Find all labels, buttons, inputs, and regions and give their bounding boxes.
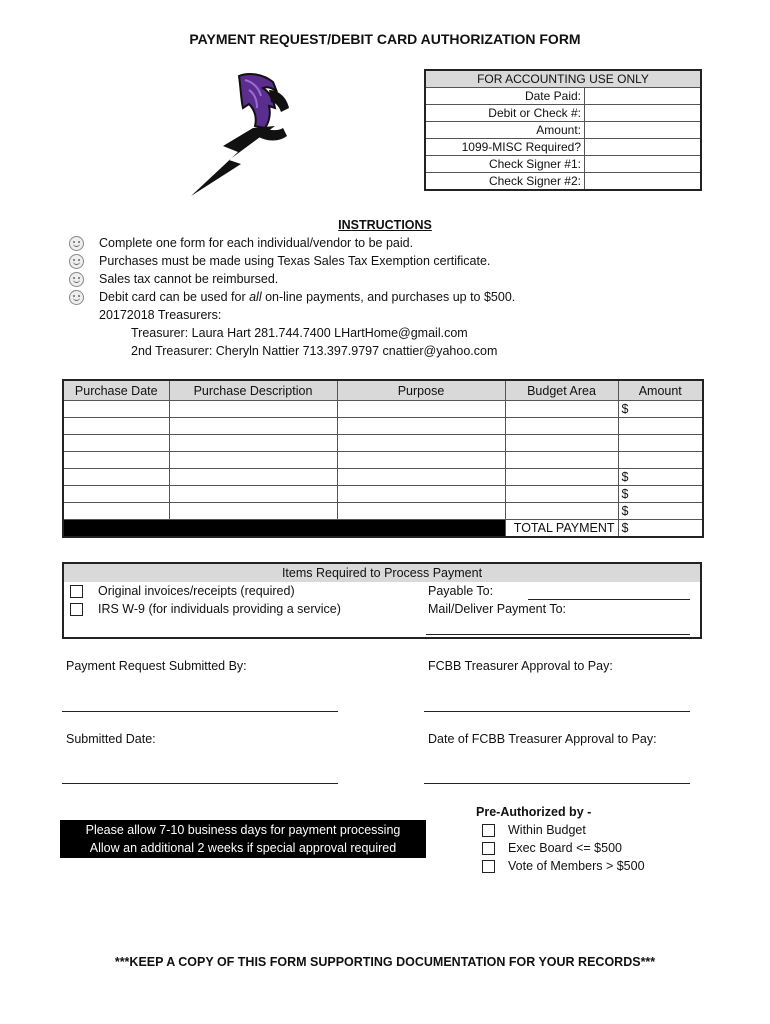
cell[interactable] [505, 401, 618, 418]
treasurers-heading: 20172018 Treasurers: [99, 308, 222, 322]
amount-cell[interactable]: $ [618, 401, 703, 418]
col-purchase-date: Purchase Date [63, 380, 169, 401]
amount-cell[interactable]: $ [618, 469, 703, 486]
cell[interactable] [169, 418, 337, 435]
treasurer-2: 2nd Treasurer: Cheryln Nattier 713.397.9797 cnattier@yahoo.com [131, 344, 498, 358]
amount-field[interactable] [585, 122, 702, 139]
col-budget-area: Budget Area [505, 380, 618, 401]
form-title: PAYMENT REQUEST/DEBIT CARD AUTHORIZATION FORM [189, 31, 581, 47]
signer1-field[interactable] [585, 156, 702, 173]
cell[interactable] [505, 452, 618, 469]
cell[interactable] [505, 503, 618, 520]
treasurer-1: Treasurer: Laura Hart 281.744.7400 LHartHome@gmail.com [131, 326, 468, 340]
date-paid-label: Date Paid: [425, 88, 585, 105]
table-row [63, 469, 703, 486]
amount-cell[interactable]: $ [618, 503, 703, 520]
cell[interactable] [337, 401, 505, 418]
cell[interactable] [169, 401, 337, 418]
amount-cell[interactable] [618, 418, 703, 435]
within-budget-label: Within Budget [508, 823, 586, 837]
misc-1099-label: 1099-MISC Required? [425, 139, 585, 156]
instruction-text: Purchases must be made using Texas Sales Tax Exemption certificate. [99, 254, 491, 268]
table-row [63, 486, 703, 503]
table-row [63, 418, 703, 435]
instruction-text: on-line payments, and purchases up to $500. [261, 290, 516, 304]
cell[interactable] [505, 418, 618, 435]
notice-line-2: Allow an additional 2 weeks if special approval required [89, 841, 397, 855]
horse-head [269, 90, 289, 112]
w9-checkbox[interactable] [70, 603, 83, 616]
item-row [64, 600, 700, 618]
debit-check-label: Debit or Check #: [425, 105, 585, 122]
instructions-list [66, 234, 746, 360]
preauth-option [476, 857, 716, 875]
amount-label: Amount: [425, 122, 585, 139]
col-amount: Amount [618, 380, 703, 401]
cell[interactable] [505, 435, 618, 452]
debit-check-field[interactable] [585, 105, 702, 122]
cell[interactable] [63, 486, 169, 503]
cell[interactable] [63, 435, 169, 452]
cell[interactable] [337, 486, 505, 503]
vote-members-checkbox[interactable] [482, 860, 495, 873]
items-required-header: Items Required to Process Payment [64, 564, 700, 582]
processing-notice [60, 820, 426, 858]
amount-cell[interactable]: $ [618, 486, 703, 503]
amount-cell[interactable] [618, 452, 703, 469]
mail-to-label: Mail/Deliver Payment To: [428, 602, 567, 616]
purchase-table [62, 379, 704, 538]
table-row [63, 503, 703, 520]
mail-to-line[interactable] [426, 634, 690, 635]
cell[interactable] [63, 469, 169, 486]
vote-members-label: Vote of Members > $500 [508, 859, 645, 873]
mustang-logo [183, 68, 303, 198]
cell[interactable] [337, 503, 505, 520]
total-amount[interactable]: $ [618, 520, 703, 538]
instruction-item [66, 288, 746, 306]
instructions-title: INSTRUCTIONS [338, 218, 432, 232]
submitted-by-line[interactable] [62, 711, 338, 712]
preauth-option [476, 821, 716, 839]
total-fill [63, 520, 505, 538]
cell[interactable] [169, 486, 337, 503]
approval-date-label: Date of FCBB Treasurer Approval to Pay: [428, 732, 657, 746]
smiley-icon [69, 272, 84, 287]
invoice-label: Original invoices/receipts (required) [98, 584, 295, 598]
cell[interactable] [169, 503, 337, 520]
cell[interactable] [337, 469, 505, 486]
cell[interactable] [63, 503, 169, 520]
instruction-item [66, 270, 746, 288]
signer2-field[interactable] [585, 173, 702, 191]
cell[interactable] [337, 452, 505, 469]
submitted-by-label: Payment Request Submitted By: [66, 659, 247, 673]
exec-board-checkbox[interactable] [482, 842, 495, 855]
preauth-option [476, 839, 716, 857]
date-paid-field[interactable] [585, 88, 702, 105]
cell[interactable] [63, 401, 169, 418]
notice-line-1: Please allow 7-10 business days for payment processing [85, 823, 401, 837]
instruction-text: Debit card can be used for [99, 290, 250, 304]
payable-to-label: Payable To: [428, 584, 494, 598]
total-row [63, 520, 703, 538]
total-label: TOTAL PAYMENT [505, 520, 618, 538]
cell[interactable] [63, 418, 169, 435]
cell[interactable] [63, 452, 169, 469]
instruction-item [66, 252, 746, 270]
cell[interactable] [169, 435, 337, 452]
col-purchase-description: Purchase Description [169, 380, 337, 401]
smiley-icon [69, 254, 84, 269]
preauthorized-section [476, 803, 716, 875]
cell[interactable] [337, 435, 505, 452]
table-row [63, 435, 703, 452]
within-budget-checkbox[interactable] [482, 824, 495, 837]
submitted-date-line[interactable] [62, 783, 338, 784]
submitted-date-label: Submitted Date: [66, 732, 156, 746]
approval-date-line[interactable] [424, 783, 690, 784]
preauth-title: Pre-Authorized by - [476, 805, 592, 819]
instruction-item [66, 234, 746, 252]
accounting-use-table [424, 69, 702, 191]
smiley-icon [69, 236, 84, 251]
col-purpose: Purpose [337, 380, 505, 401]
invoice-checkbox[interactable] [70, 585, 83, 598]
approval-line[interactable] [424, 711, 690, 712]
accounting-header: FOR ACCOUNTING USE ONLY [425, 70, 701, 88]
smiley-icon [69, 290, 84, 305]
item-row [64, 582, 700, 600]
cell[interactable] [169, 452, 337, 469]
table-row [63, 452, 703, 469]
footer-note: ***KEEP A COPY OF THIS FORM SUPPORTING DOCUMENTATION FOR YOUR RECORDS*** [114, 955, 656, 969]
cell[interactable] [505, 469, 618, 486]
signer1-label: Check Signer #1: [425, 156, 585, 173]
misc-1099-field[interactable] [585, 139, 702, 156]
approval-label: FCBB Treasurer Approval to Pay: [428, 659, 613, 673]
cell[interactable] [169, 469, 337, 486]
table-row [63, 401, 703, 418]
w9-label: IRS W-9 (for individuals providing a service) [98, 602, 341, 616]
instruction-text: Sales tax cannot be reimbursed. [99, 272, 279, 286]
signer2-label: Check Signer #2: [425, 173, 585, 191]
cell[interactable] [337, 418, 505, 435]
instruction-text: Complete one form for each individual/vendor to be paid. [99, 236, 414, 250]
items-required-box [62, 562, 702, 639]
exec-board-label: Exec Board <= $500 [508, 841, 622, 855]
instruction-emphasis: all [249, 290, 262, 304]
amount-cell[interactable] [618, 435, 703, 452]
cell[interactable] [505, 486, 618, 503]
